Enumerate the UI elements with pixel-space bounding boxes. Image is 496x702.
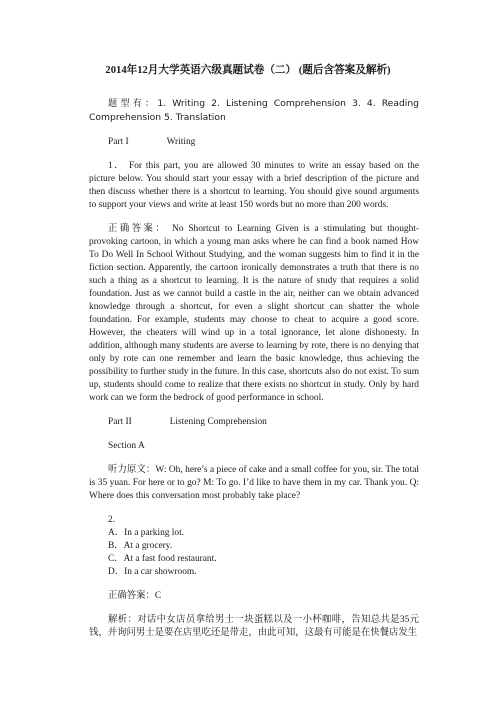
question-1-answer: 正确答案： No Shortcut to Learning Given is a stimulating but thought-provoking cartoon, in which a young man asks where he can find a book named How To Do Well In School Without Studying, and the woman suggests him to find it in the fiction section. Apparently, the cartoon ironically demonstrates a truth that there is no such a thing as a shortcut to learning. It is the nature of study that requires a solid foundation. Just as we cannot build a castle in the air, neither can we obtain advanced knowledge through a shortcut, for even a slight shortcut can shatter the whole foundation. For example, students may choose to cheat to acquire a good score. However, the cheaters will wind up in a total ignorance, let alone dishonesty. In addition, although many students are averse to learning by rote, there is no denying that only by rote can one remember and learn the basic knowledge, thus achieving the possibility to further study in the future. In this case, shortcuts also do not exist. To sum up, students should come to realize that there exists no shortcut in study. Only by hard work can we form the bedrock of good performance in school. — [89, 224, 419, 403]
part2-label: Part II — [108, 417, 132, 427]
question-2-explanation: 解析：对话中女店员拿给男士一块蛋糕以及一小杯咖啡，告知总共是35元钱，并询问男士是要在店里吃还是带走，由此可知，这最有可能是在快餐店发生 — [89, 615, 419, 638]
question-2-options — [89, 527, 419, 579]
question-types-text: 题型有：1. Writing 2. Listening Comprehension 3. 4. Reading Comprehension 5. Translation — [89, 98, 419, 123]
part1-label: Part I — [108, 137, 129, 147]
option-d: D．In a car showroom. — [108, 567, 197, 577]
option-a: A．In a parking lot. — [108, 528, 185, 538]
page-title: 2014年12月大学英语六级真题试卷（二） (题后含答案及解析) — [105, 65, 391, 76]
option-b: B．At a grocery. — [108, 541, 173, 551]
section-a-heading: Section A — [108, 441, 145, 451]
listening-transcript: 听力原文：W: Oh, here’s a piece of cake and a small coffee for you, sir. The total is 35 yuan. For here or to go? M: To go. I’d like to have them in my car. Thank you. Q: Where does this conversation most probably take place? — [89, 465, 419, 501]
question-2-answer: 正确答案：C — [108, 591, 162, 601]
option-c: C．At a fast food restaurant. — [108, 554, 217, 564]
part2-name: Listening Comprehension — [169, 417, 267, 427]
document-body — [89, 97, 419, 651]
question-2-number: 2. — [108, 515, 116, 525]
part1-name: Writing — [166, 137, 196, 147]
part1-heading — [89, 136, 419, 149]
part2-heading — [89, 416, 419, 429]
question-1-prompt: 1． For this part, you are allowed 30 minutes to write an essay based on the picture below. You should start your essay with a brief description of the picture and then discuss whether there is a shortcut to learning. You should give sound arguments to support your views and write at least 150 words but no more than 200 words. — [89, 161, 419, 210]
question-types — [89, 97, 419, 125]
